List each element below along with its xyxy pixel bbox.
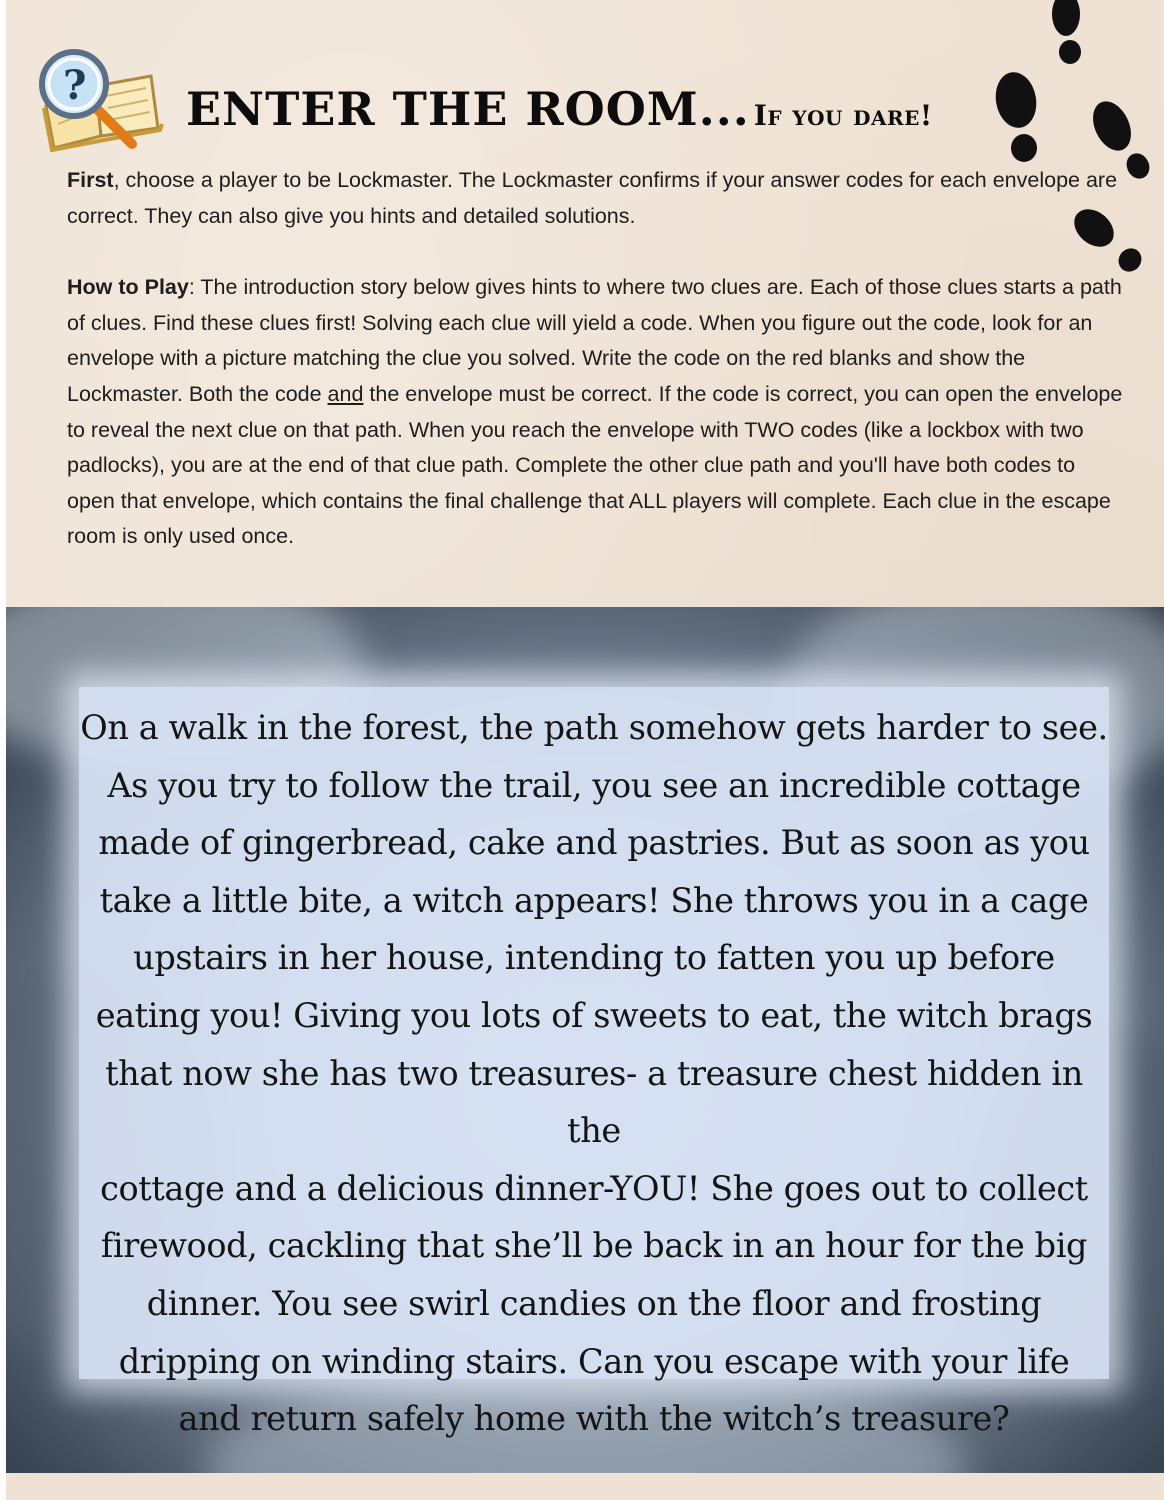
story-line: that now she has two treasures- a treasure chest hidden in the xyxy=(105,1053,1083,1151)
story-line: cottage and a delicious dinner-YOU! She goes out to collect xyxy=(100,1168,1088,1208)
first-paragraph xyxy=(67,163,1127,234)
how-to-play-paragraph xyxy=(67,270,1127,555)
story-line: dripping on winding stairs. Can you escape with your life xyxy=(118,1341,1070,1381)
story-box xyxy=(79,687,1109,1439)
how-to-play-text-1: : The introduction story below gives hints to where two clues are. Each of those clues starts a path of clues. Find these clues first! Solving each clue will yield a code. When you figure out the code, look for an envelope with a picture matching the clue you solved. Write the code on the red blanks and show the Lockmaster. Both the code xyxy=(67,275,1122,406)
title-sub: If you dare! xyxy=(753,99,933,132)
first-text: , choose a player to be Lockmaster. The Lockmaster confirms if your answer codes for each envelope are correct. They can also give you hints and detailed solutions. xyxy=(67,168,1118,228)
title-main: ENTER THE ROOM... xyxy=(186,82,750,136)
bottom-strip xyxy=(6,1473,1164,1500)
story-line: made of gingerbread, cake and pastries. But as soon as you xyxy=(98,823,1090,863)
first-label: First xyxy=(67,168,114,192)
svg-text:?: ? xyxy=(63,62,87,109)
page-title xyxy=(186,84,933,134)
how-to-play-label: How to Play xyxy=(67,275,189,300)
story-line: firewood, cackling that she’ll be back in an hour for the big xyxy=(100,1226,1088,1266)
story-background xyxy=(6,607,1164,1473)
magnifier-book-icon xyxy=(26,36,176,156)
story-line: As you try to follow the trail, you see an incredible cottage xyxy=(107,765,1081,805)
story-line: upstairs in her house, intending to fatten you up before xyxy=(133,938,1055,978)
how-to-play-text-2: the envelope must be correct. If the code is correct, you can open the envelope to reveal the next clue on that path. When you reach the envelope with TWO codes (like a lockbox with two padlocks), you are at the end of that clue path. Complete the other clue path and you'll have both codes to open that envelope, which contains the final challenge that ALL players will complete. Each clue in the escape room is only used once. xyxy=(67,381,1123,549)
story-line: and return safely home with the witch’s treasure? xyxy=(178,1399,1010,1439)
story-line: dinner. You see swirl candies on the floor and frosting xyxy=(146,1283,1042,1323)
header xyxy=(26,36,1026,156)
story-line: take a little bite, a witch appears! She throws you in a cage xyxy=(99,880,1089,920)
story-line: On a walk in the forest, the path somehow gets harder to see. xyxy=(80,708,1108,747)
story-line: eating you! Giving you lots of sweets to eat, the witch brags xyxy=(95,995,1093,1035)
how-to-play-underlined: and xyxy=(327,381,364,406)
story-text xyxy=(79,699,1109,1448)
instructions xyxy=(67,163,1127,555)
